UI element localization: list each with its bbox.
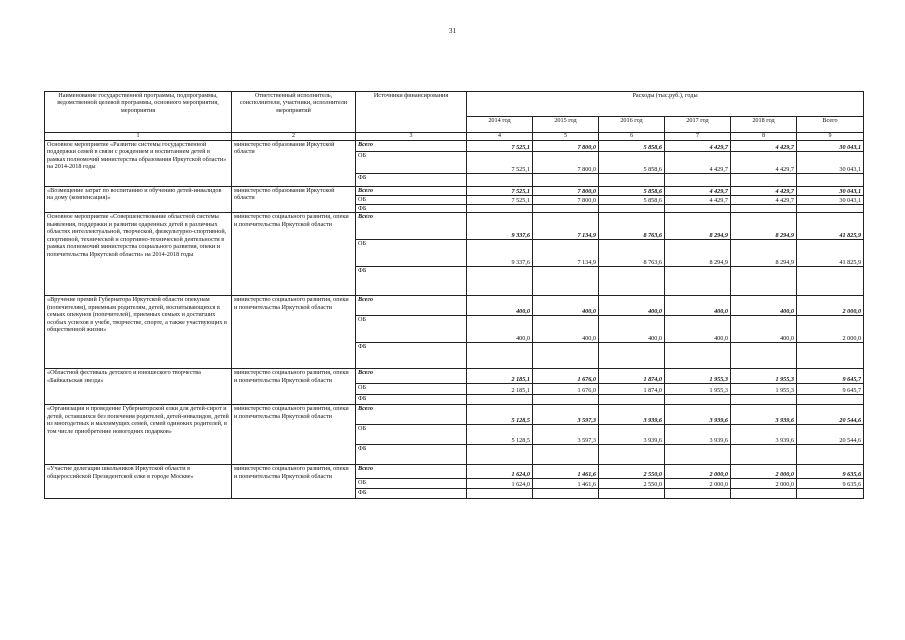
amount-cell: 3 939,6 xyxy=(665,405,731,425)
amount-cell xyxy=(731,395,797,405)
executor: министерство социального развития, опеки и попечительства Иркутской области xyxy=(232,213,356,296)
table-row xyxy=(45,187,864,196)
amount-cell: 4 429,7 xyxy=(731,196,797,205)
amount-cell: 3 597,3 xyxy=(533,425,599,445)
column-number: 1 xyxy=(45,133,232,141)
amount-cell xyxy=(599,267,665,296)
amount-cell xyxy=(533,445,599,465)
amount-cell: 5 128,5 xyxy=(467,405,533,425)
amount-cell: 4 429,7 xyxy=(665,152,731,174)
funding-source: ФБ xyxy=(356,174,467,187)
amount-cell: 2 185,1 xyxy=(467,369,533,384)
amount-cell: 1 955,3 xyxy=(665,369,731,384)
amount-cell xyxy=(599,174,665,187)
funding-source: Всего xyxy=(356,465,467,479)
amount-cell xyxy=(467,267,533,296)
amount-cell xyxy=(467,395,533,405)
executor: министерство социального развития, опеки и попечительства Иркутской области xyxy=(232,369,356,405)
amount-cell xyxy=(665,267,731,296)
executor: министерство социального развития, опеки и попечительства Иркутской области xyxy=(232,465,356,499)
funding-source: ОБ xyxy=(356,425,467,445)
amount-cell: 7 525,1 xyxy=(467,152,533,174)
column-number: 4 xyxy=(467,133,533,141)
amount-cell: 3 939,6 xyxy=(731,405,797,425)
amount-total-cell: 30 043,1 xyxy=(797,187,864,196)
executor: министерство образования Иркутской области xyxy=(232,187,356,213)
amount-cell: 8 294,9 xyxy=(665,240,731,267)
header-year: 2016 год xyxy=(599,117,665,133)
column-number: 5 xyxy=(533,133,599,141)
amount-cell xyxy=(533,489,599,499)
table-row xyxy=(45,369,864,384)
amount-cell: 400,0 xyxy=(533,296,599,316)
amount-cell: 400,0 xyxy=(731,296,797,316)
funding-source: Всего xyxy=(356,213,467,240)
amount-cell xyxy=(533,343,599,369)
amount-cell: 400,0 xyxy=(665,316,731,343)
amount-cell: 1 461,6 xyxy=(533,465,599,479)
amount-total-cell: 30 043,1 xyxy=(797,196,864,205)
funding-source: Всего xyxy=(356,141,467,152)
funding-source: ФБ xyxy=(356,267,467,296)
executor: министерство образования Иркутской области xyxy=(232,141,356,187)
funding-source: ОБ xyxy=(356,479,467,489)
column-number: 7 xyxy=(665,133,731,141)
funding-source: ОБ xyxy=(356,240,467,267)
amount-cell: 2 000,0 xyxy=(665,479,731,489)
amount-total-cell: 2 000,0 xyxy=(797,296,864,316)
table-row xyxy=(45,296,864,316)
table-row xyxy=(45,213,864,240)
amount-cell xyxy=(731,267,797,296)
column-number: 9 xyxy=(797,133,864,141)
amount-cell xyxy=(467,205,533,213)
header-total: Всего xyxy=(797,117,864,133)
amount-cell: 1 955,3 xyxy=(731,384,797,395)
amount-cell: 7 800,0 xyxy=(533,196,599,205)
amount-cell xyxy=(731,174,797,187)
funding-source: ФБ xyxy=(356,395,467,405)
amount-total-cell: 20 544,6 xyxy=(797,425,864,445)
amount-cell: 7 134,9 xyxy=(533,213,599,240)
executor: министерство социального развития, опеки и попечительства Иркутской области xyxy=(232,405,356,465)
amount-cell xyxy=(599,445,665,465)
amount-cell: 3 939,6 xyxy=(731,425,797,445)
amount-cell xyxy=(533,174,599,187)
amount-cell: 1 461,6 xyxy=(533,479,599,489)
amount-cell: 7 800,0 xyxy=(533,152,599,174)
measure-name: «Участие делегации школьников Иркутской области в общероссийской Президентской елке в городе Москве» xyxy=(45,465,232,499)
amount-cell: 2 550,0 xyxy=(599,465,665,479)
amount-total-cell xyxy=(797,343,864,369)
column-number: 2 xyxy=(232,133,356,141)
amount-cell: 5 858,6 xyxy=(599,187,665,196)
amount-cell: 7 525,1 xyxy=(467,141,533,152)
amount-cell: 3 597,3 xyxy=(533,405,599,425)
funding-source: ФБ xyxy=(356,205,467,213)
amount-cell: 1 874,0 xyxy=(599,369,665,384)
amount-cell: 5 858,6 xyxy=(599,152,665,174)
amount-total-cell: 41 825,9 xyxy=(797,213,864,240)
amount-total-cell xyxy=(797,445,864,465)
amount-cell xyxy=(731,489,797,499)
amount-cell: 2 000,0 xyxy=(665,465,731,479)
funding-source: Всего xyxy=(356,405,467,425)
amount-cell xyxy=(731,445,797,465)
amount-cell: 5 128,5 xyxy=(467,425,533,445)
amount-cell xyxy=(467,445,533,465)
header-source: Источники финансирования xyxy=(356,92,467,133)
header-expenses: Расходы (тыс.руб.), годы xyxy=(467,92,864,117)
amount-cell: 4 429,7 xyxy=(665,196,731,205)
measure-name: «Областной фестиваль детского и юношеского творчества «Байкальская звезда» xyxy=(45,369,232,405)
amount-cell: 5 858,6 xyxy=(599,141,665,152)
amount-cell: 400,0 xyxy=(599,296,665,316)
amount-cell: 2 185,1 xyxy=(467,384,533,395)
amount-cell xyxy=(533,395,599,405)
amount-total-cell xyxy=(797,395,864,405)
amount-cell: 8 294,9 xyxy=(731,240,797,267)
amount-cell: 8 763,6 xyxy=(599,213,665,240)
amount-cell xyxy=(599,343,665,369)
amount-cell: 7 800,0 xyxy=(533,141,599,152)
amount-cell: 7 525,1 xyxy=(467,187,533,196)
amount-cell xyxy=(467,343,533,369)
amount-cell xyxy=(599,395,665,405)
amount-cell: 2 550,0 xyxy=(599,479,665,489)
amount-cell: 400,0 xyxy=(599,316,665,343)
amount-total-cell: 41 825,9 xyxy=(797,240,864,267)
table-row xyxy=(45,141,864,152)
amount-cell: 1 874,0 xyxy=(599,384,665,395)
amount-cell: 4 429,7 xyxy=(665,187,731,196)
column-number: 3 xyxy=(356,133,467,141)
page-number: 31 xyxy=(449,27,456,35)
amount-cell: 400,0 xyxy=(665,296,731,316)
amount-cell xyxy=(599,489,665,499)
header-year: 2015 год xyxy=(533,117,599,133)
header-year: 2014 год xyxy=(467,117,533,133)
column-number: 8 xyxy=(731,133,797,141)
funding-source: ОБ xyxy=(356,152,467,174)
amount-cell: 2 000,0 xyxy=(731,479,797,489)
amount-total-cell: 9 635,6 xyxy=(797,465,864,479)
budget-table xyxy=(44,91,864,499)
amount-cell xyxy=(665,395,731,405)
column-number: 6 xyxy=(599,133,665,141)
amount-total-cell: 30 043,1 xyxy=(797,152,864,174)
amount-total-cell xyxy=(797,489,864,499)
table-row xyxy=(45,405,864,425)
funding-source: ОБ xyxy=(356,384,467,395)
amount-cell xyxy=(665,174,731,187)
amount-cell: 8 294,9 xyxy=(665,213,731,240)
amount-cell: 400,0 xyxy=(731,316,797,343)
funding-source: Всего xyxy=(356,187,467,196)
amount-cell: 1 676,0 xyxy=(533,384,599,395)
amount-cell xyxy=(467,174,533,187)
funding-source: ФБ xyxy=(356,445,467,465)
amount-cell: 7 525,1 xyxy=(467,196,533,205)
measure-name: «Вручение премий Губернатора Иркутской области опекунам (попечителям), приемным родителям, детей, воспитывающихся в семьях опекунов (попечителей), приемных семьях и достигших особых успехов в учебе, творчестве, спорте, а также участвующих в общественной жизни» xyxy=(45,296,232,369)
amount-cell: 8 294,9 xyxy=(731,213,797,240)
amount-cell xyxy=(665,205,731,213)
amount-cell xyxy=(731,205,797,213)
measure-name: «Организация и проведение Губернаторской елки для детей-сирот и детей, оставшихся без попечения родителей, детей-инвалидов, детей из многодетных и малоимущих семей, семей одиноких родителей, в том числе приобретение новогодних подарков» xyxy=(45,405,232,465)
header-year: 2018 год xyxy=(731,117,797,133)
amount-cell: 4 429,7 xyxy=(731,152,797,174)
amount-cell xyxy=(467,489,533,499)
amount-cell xyxy=(533,267,599,296)
measure-name: Основное мероприятие «Совершенствование областной системы выявления, поддержки и развития одаренных детей в различных областях интеллектуальной, творческой, физкультурно-спортивной, спортивной, технической и спортивно-технической деятельности в рамках полномочий министерства социального развития, опеки и попечительства Иркутской области» на 2014-2018 годы xyxy=(45,213,232,296)
amount-cell: 1 624,0 xyxy=(467,465,533,479)
funding-source: ОБ xyxy=(356,196,467,205)
header-year: 2017 год xyxy=(665,117,731,133)
funding-source: Всего xyxy=(356,296,467,316)
amount-cell: 8 763,6 xyxy=(599,240,665,267)
amount-total-cell: 9 645,7 xyxy=(797,369,864,384)
amount-cell: 2 000,0 xyxy=(731,465,797,479)
header-name: Наименование государственной программы, подпрограммы, ведомственной целевой программы, основного мероприятия, мероприятия xyxy=(45,92,232,133)
amount-total-cell: 9 635,6 xyxy=(797,479,864,489)
funding-source: ФБ xyxy=(356,343,467,369)
funding-source: Всего xyxy=(356,369,467,384)
header-executor: Ответственный исполнитель, соисполнители, участники, исполнители мероприятий xyxy=(232,92,356,133)
table-row xyxy=(45,465,864,479)
amount-total-cell xyxy=(797,267,864,296)
amount-cell: 1 624,0 xyxy=(467,479,533,489)
amount-cell: 4 429,7 xyxy=(731,187,797,196)
funding-source: ФБ xyxy=(356,489,467,499)
amount-cell: 7 134,9 xyxy=(533,240,599,267)
amount-cell: 1 676,0 xyxy=(533,369,599,384)
amount-cell: 3 939,6 xyxy=(665,425,731,445)
amount-cell xyxy=(665,445,731,465)
amount-cell xyxy=(731,343,797,369)
amount-cell: 5 858,6 xyxy=(599,196,665,205)
amount-cell: 1 955,3 xyxy=(665,384,731,395)
amount-cell: 7 800,0 xyxy=(533,187,599,196)
amount-cell xyxy=(665,489,731,499)
amount-total-cell: 20 544,6 xyxy=(797,405,864,425)
amount-cell: 3 939,6 xyxy=(599,405,665,425)
amount-cell: 9 337,6 xyxy=(467,213,533,240)
amount-total-cell: 2 000,0 xyxy=(797,316,864,343)
funding-source: ОБ xyxy=(356,316,467,343)
amount-cell xyxy=(533,205,599,213)
amount-cell: 400,0 xyxy=(467,316,533,343)
executor: министерство социального развития, опеки и попечительства Иркутской области xyxy=(232,296,356,369)
amount-cell: 3 939,6 xyxy=(599,425,665,445)
measure-name: Основное мероприятие «Развитие системы государственной поддержки семей в связи с рождением и воспитанием детей в рамках полномочий министерства образования Иркутской области» на 2014-2018 годы xyxy=(45,141,232,187)
amount-cell xyxy=(665,343,731,369)
amount-cell: 1 955,3 xyxy=(731,369,797,384)
measure-name: «Возмещение затрат по воспитанию и обучению детей-инвалидов на дому (компенсация)» xyxy=(45,187,232,213)
amount-cell xyxy=(599,205,665,213)
amount-total-cell xyxy=(797,205,864,213)
amount-total-cell: 30 043,1 xyxy=(797,141,864,152)
amount-cell: 4 429,7 xyxy=(731,141,797,152)
amount-cell: 400,0 xyxy=(467,296,533,316)
amount-cell: 9 337,6 xyxy=(467,240,533,267)
amount-cell: 400,0 xyxy=(533,316,599,343)
amount-total-cell xyxy=(797,174,864,187)
amount-cell: 4 429,7 xyxy=(665,141,731,152)
amount-total-cell: 9 645,7 xyxy=(797,384,864,395)
